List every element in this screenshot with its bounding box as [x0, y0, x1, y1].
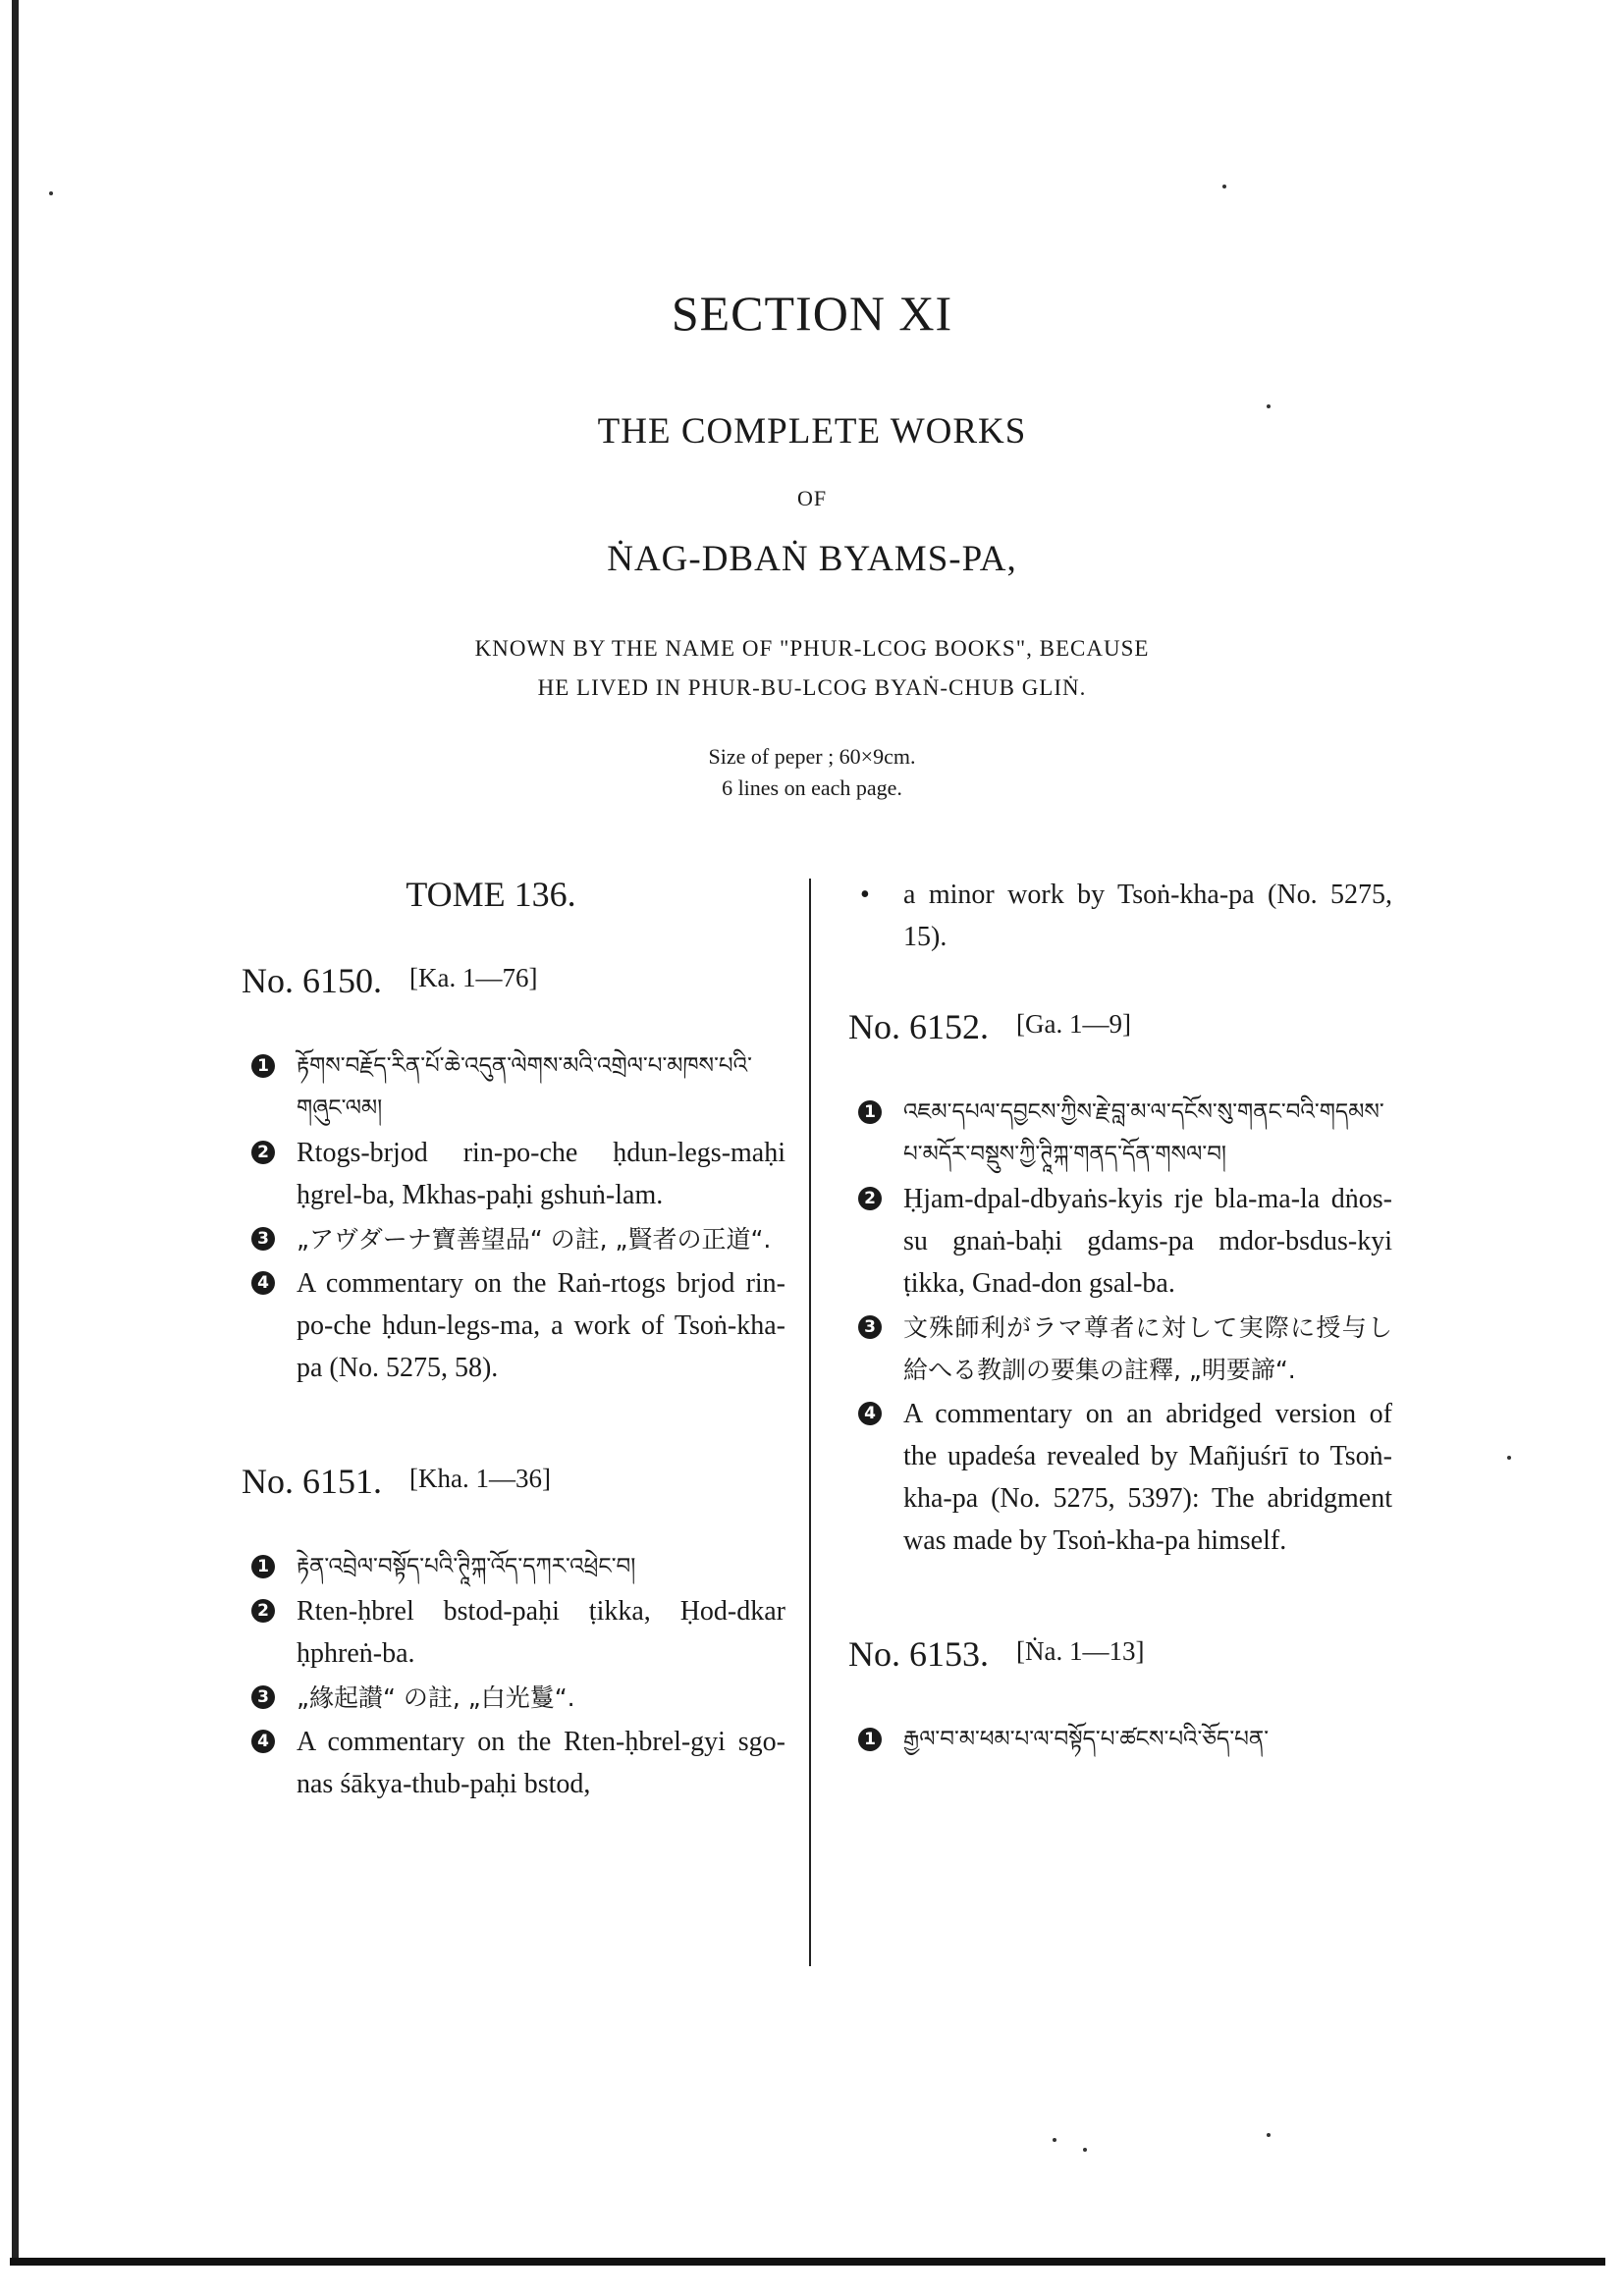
item-text: A commentary on an abridged version of the upadeśa revealed by Mañjuśrī to Tsoṅ-kha-pa (No. 5275, 5397): The abridgment was made by Tsoṅ-kha-pa himself.: [903, 1399, 1392, 1556]
circled-number-icon: 1: [251, 1054, 275, 1078]
entry-number: No. 6151.: [242, 1462, 382, 1501]
entry-item-transliteration: [236, 1132, 785, 1216]
entry-item-english: [842, 1393, 1392, 1562]
entry-item-tibetan: [842, 1092, 1392, 1176]
item-text: རྒྱལ་བ་མ་ཕམ་པ་ལ་བསྟོད་པ་ཚངས་པའི་ཅོད་པན་: [903, 1727, 1270, 1752]
column-divider: [809, 879, 811, 1966]
speck: [1267, 2133, 1271, 2137]
entry-heading: [242, 1458, 785, 1503]
author-name: ṄAG-DBAṄ BYAMS-PA,: [607, 539, 1017, 579]
item-text: a minor work by Tsoṅ-kha-pa (No. 5275, 15).: [903, 880, 1392, 952]
bottom-edge-shadow: [10, 2258, 1605, 2266]
entry-range: [Ga. 1—9]: [1016, 1009, 1131, 1039]
entry-heading: [848, 1003, 1392, 1048]
entry-item-tibetan: [842, 1719, 1392, 1761]
item-text: Rtogs-brjod rin-po-che ḥdun-legs-maḥi ḥgrel-ba, Mkhas-paḥi gshuṅ-lam.: [297, 1138, 785, 1210]
entry-item-tibetan: [236, 1546, 785, 1588]
paper-size-note: Size of peper ; 60×9cm.: [708, 744, 916, 769]
entry-heading: [242, 957, 785, 1002]
item-text: རྟོགས་བརྗོད་རིན་པོ་ཆེ་འདུན་ལེགས་མའི་འགྲེལ་པ་མཁས་པའི་གཞུང་ལམ།: [297, 1053, 752, 1121]
circled-number-icon: 2: [251, 1599, 275, 1623]
speck: [1083, 2148, 1087, 2152]
entry-item-japanese: [842, 1307, 1392, 1391]
entry-item-english: [236, 1721, 785, 1805]
speck: [1507, 1456, 1511, 1460]
item-text: A commentary on the Raṅ-rtogs brjod rin-po-che ḥdun-legs-ma, a work of Tsoṅ-kha-pa (No. 5275, 58).: [297, 1268, 785, 1383]
item-text: འཇམ་དཔལ་དབྱངས་ཀྱིས་རྗེ་བླ་མ་ལ་དངོས་སུ་གནང་བའི་གདམས་པ་མདོར་བསྡུས་ཀྱི་ཊཱིཀྐ་གནད་དོན་གསལ་བ།: [903, 1099, 1384, 1167]
item-text: Ḥjam-dpal-dbyaṅs-kyis rje bla-ma-la dṅos-su gnaṅ-baḥi gdams-pa mdor-bsdus-kyi ṭikka, Gnad-don gsal-ba.: [903, 1184, 1392, 1299]
item-text: 文殊師利がラマ尊者に対して実際に授与し給へる教訓の要集の註釋, „明要諦“.: [903, 1313, 1392, 1384]
entry-item-japanese: [236, 1677, 785, 1719]
circled-number-icon: 4: [251, 1730, 275, 1753]
entry-range: [Kha. 1—36]: [409, 1464, 551, 1493]
section-title: SECTION XI: [671, 286, 953, 341]
entry-range: [Ka. 1—76]: [409, 963, 538, 992]
entry-number: No. 6150.: [242, 961, 382, 1000]
continued-text: [842, 874, 1392, 958]
left-column: [236, 874, 785, 1807]
circled-number-icon: 4: [251, 1271, 275, 1295]
entry-item-tibetan: [236, 1045, 785, 1130]
entry-item-transliteration: [842, 1178, 1392, 1305]
speck: [49, 191, 53, 195]
speck: [1267, 404, 1271, 408]
bullet-icon: •: [860, 880, 870, 910]
entry-range: [Ṅa. 1—13]: [1016, 1636, 1145, 1666]
entry-item-english: [236, 1262, 785, 1389]
entry-number: No. 6153.: [848, 1634, 989, 1674]
circled-number-icon: 2: [251, 1141, 275, 1164]
entry-item-japanese: [236, 1218, 785, 1260]
circled-number-icon: 3: [251, 1227, 275, 1251]
circled-number-icon: 3: [251, 1685, 275, 1709]
circled-number-icon: 1: [251, 1555, 275, 1578]
entry-item-transliteration: [236, 1590, 785, 1675]
circled-number-icon: 3: [858, 1315, 882, 1339]
speck: [1222, 185, 1226, 188]
tome-heading: TOME 136.: [406, 875, 576, 914]
subtitle: THE COMPLETE WORKS: [597, 411, 1027, 452]
subtitle-of: OF: [796, 486, 828, 510]
lines-per-page-note: 6 lines on each page.: [722, 775, 902, 800]
speck: [1053, 2138, 1056, 2142]
circled-number-icon: 2: [858, 1187, 882, 1210]
right-column: [842, 874, 1392, 1763]
entry-number: No. 6152.: [848, 1007, 989, 1046]
item-text: „緣起讃“ の註, „白光鬘“.: [297, 1683, 575, 1712]
circled-number-icon: 1: [858, 1100, 882, 1124]
item-text: „アヴダーナ寶善望品“ の註, „賢者の正道“.: [297, 1225, 772, 1254]
item-text: A commentary on the Rten-ḥbrel-gyi sgo-nas śākya-thub-paḥi bstod,: [297, 1727, 785, 1799]
circled-number-icon: 1: [858, 1728, 882, 1751]
known-by-line-2: HE LIVED IN PHUR-BU-LCOG BYAṄ-CHUB GLIṄ.: [537, 675, 1087, 700]
item-text: རྟེན་འབྲེལ་བསྟོད་པའི་ཊཱིཀྐ་འོད་དཀར་འཕྲེང་བ།: [297, 1554, 636, 1579]
item-text: Rten-ḥbrel bstod-paḥi ṭikka, Ḥod-dkar ḥphreṅ-ba.: [297, 1596, 785, 1669]
known-by-line-1: KNOWN BY THE NAME OF "PHUR-LCOG BOOKS", BECAUSE: [474, 636, 1150, 661]
entry-heading: [848, 1630, 1392, 1676]
circled-number-icon: 4: [858, 1402, 882, 1425]
